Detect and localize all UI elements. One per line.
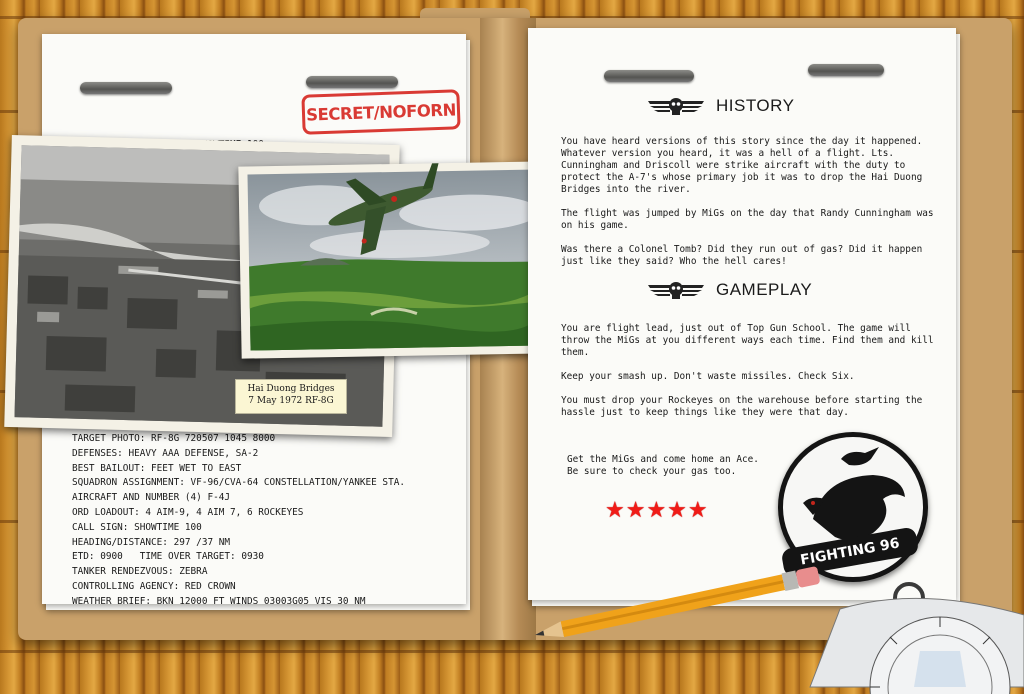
mission-detail-line: CALL SIGN: SHOWTIME 100: [72, 521, 202, 533]
history-paragraph: Was there a Colonel Tomb? Did they run out of gas? Did it happen just like they said? Who the hell cares!: [561, 244, 923, 267]
mission-detail-line: CONTROLLING AGENCY: RED CROWN: [72, 580, 236, 592]
mission-detail-line: SQUADRON ASSIGNMENT: VF-96/CVA-64 CONSTELLATION/YANKEE STA.: [72, 477, 406, 489]
history-paragraph: The flight was jumped by MiGs on the day that Randy Cunningham was on his game.: [561, 208, 934, 231]
mission-detail-line: AIRCRAFT AND NUMBER (4) F-4J: [72, 492, 231, 504]
mission-detail-line: ORD LOADOUT: 4 AIM-9, 4 AIM 7, 6 ROCKEYES: [72, 506, 304, 518]
binder-clip: [808, 64, 884, 76]
squadron-banner: FIGHTING 96: [781, 526, 920, 577]
skull-wings-icon: [646, 95, 706, 117]
goal-text: [567, 454, 787, 478]
photo-caption-title: Hai Duong Bridges: [247, 384, 335, 394]
mission-detail-line: BEST BAILOUT: FEET WET TO EAST: [72, 462, 242, 474]
flight-computer-icon: [770, 584, 1024, 694]
mission-detail-line: TARGET PHOTO: RF-8G 720507 1045 8000: [72, 433, 276, 444]
history-text: [561, 136, 941, 280]
history-heading: HISTORY: [716, 96, 795, 115]
goal-line: Be sure to check your gas too.: [567, 466, 737, 477]
skull-wings-icon: [646, 279, 706, 301]
photo-caption-date: 7 May 1972 RF-8G: [248, 396, 334, 406]
mission-details: [72, 432, 405, 610]
gameplay-text: [561, 323, 941, 431]
binder-clip: [604, 70, 694, 82]
gameplay-paragraph: You are flight lead, just out of Top Gun School. The game will throw the MiGs at you different ways each time. Find them and kill them.: [561, 323, 934, 358]
history-paragraph: You have heard versions of this story since the day it happened. Whatever version you heard, it was a hell of a flight. Lts. Cunningham and Driscoll were strike aircraft with the duty to protect the A-7's whose primary job it was to drop the Hai Duong Bridges into the river.: [561, 136, 923, 195]
gameplay-paragraph: You must drop your Rockeyes on the warehouse before starting the hassle just to keep things like they were that day.: [561, 395, 923, 418]
mission-detail-line: TANKER RENDEZVOUS: ZEBRA: [72, 566, 208, 578]
eagle-icon: [803, 447, 905, 540]
difficulty-stars: ★★★★★: [605, 498, 709, 523]
gameplay-paragraph: Keep your smash up. Don't waste missiles. Check Six.: [561, 371, 855, 382]
mission-detail-line: WEATHER BRIEF: BKN 12000 FT WINDS 03003G05 VIS 30 NM: [72, 595, 366, 607]
binder-clip: [306, 76, 398, 88]
mission-detail-line: HEADING/DISTANCE: 297 /37 NM: [72, 536, 231, 548]
gameplay-heading: GAMEPLAY: [716, 280, 813, 299]
mission-detail-line: DEFENSES: HEAVY AAA DEFENSE, SA-2: [72, 447, 259, 459]
binder-clip: [80, 82, 172, 94]
secret-stamp: SECRET/NOFORN: [301, 89, 460, 134]
photo-caption: [235, 379, 347, 414]
mission-detail-line: ETD: 0900 TIME OVER TARGET: 0930: [72, 551, 264, 563]
mig-photo: [238, 161, 547, 358]
goal-line: Get the MiGs and come home an Ace.: [567, 454, 759, 465]
